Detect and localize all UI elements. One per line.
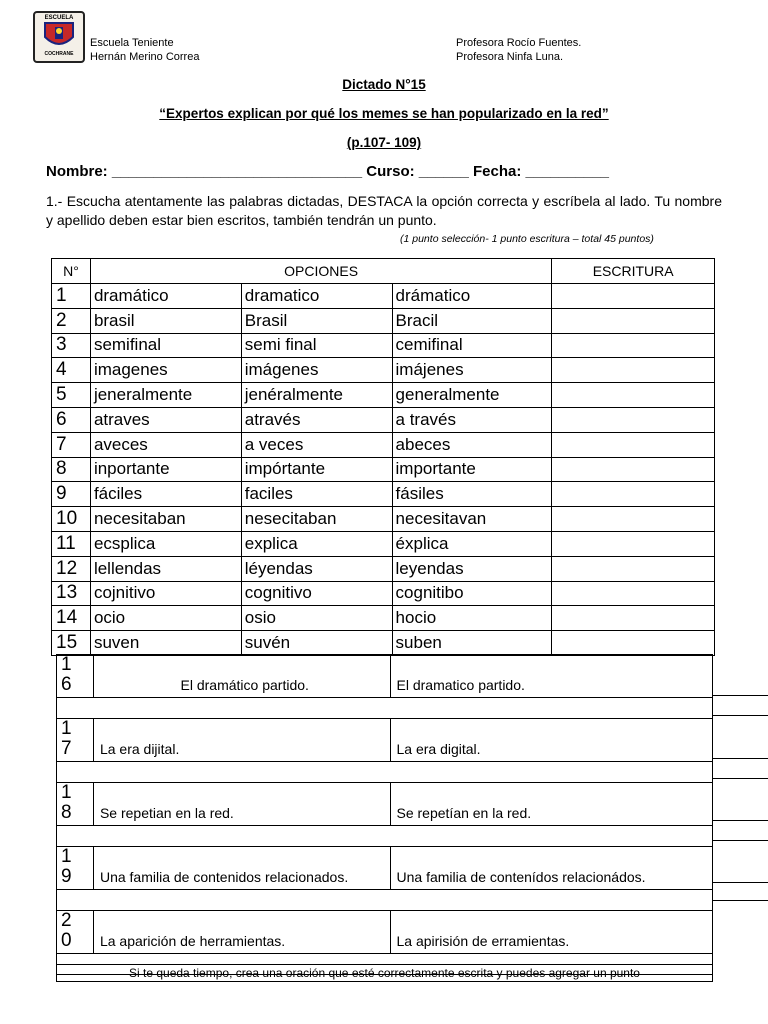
option-b[interactable]: a veces	[241, 432, 392, 457]
row-number: 6	[52, 407, 91, 432]
row-number: 3	[52, 333, 91, 358]
table-row	[52, 333, 715, 358]
option-c[interactable]: a través	[392, 407, 552, 432]
divider	[713, 695, 768, 696]
option-b[interactable]: através	[241, 407, 392, 432]
writing-line[interactable]	[57, 698, 713, 719]
writing-cell[interactable]	[552, 432, 715, 457]
option-c[interactable]: leyendas	[392, 556, 552, 581]
sentence-number-digit: 8	[61, 802, 72, 823]
sentence-number	[57, 719, 94, 762]
sentence-option-b[interactable]: La era digital.	[390, 719, 713, 762]
divider	[713, 882, 768, 883]
writing-line-cell[interactable]	[57, 826, 713, 847]
option-a[interactable]: atraves	[90, 407, 241, 432]
school-logo	[33, 11, 85, 63]
sentence-option-b[interactable]: Se repetían en la red.	[390, 783, 713, 826]
row-number: 12	[52, 556, 91, 581]
sentence-option-b[interactable]: La apirisión de erramientas.	[390, 911, 713, 954]
table-row	[52, 432, 715, 457]
option-a[interactable]: jeneralmente	[90, 383, 241, 408]
option-c[interactable]: cemifinal	[392, 333, 552, 358]
option-a[interactable]: ocio	[90, 606, 241, 631]
option-c[interactable]: necesitavan	[392, 507, 552, 532]
row-number: 11	[52, 531, 91, 556]
sentence-number	[57, 783, 94, 826]
divider	[713, 900, 768, 901]
sentence-number-digit: 2	[61, 910, 72, 931]
table-row	[52, 556, 715, 581]
row-number: 14	[52, 606, 91, 631]
table-row	[52, 383, 715, 408]
table-row	[52, 308, 715, 333]
table-row	[52, 358, 715, 383]
sentence-number	[57, 847, 94, 890]
row-number: 15	[52, 631, 91, 656]
option-c[interactable]: fásiles	[392, 482, 552, 507]
option-a[interactable]: dramático	[90, 284, 241, 309]
writing-line[interactable]	[57, 890, 713, 911]
option-a[interactable]: suven	[90, 631, 241, 656]
table-row	[52, 482, 715, 507]
option-b[interactable]: imágenes	[241, 358, 392, 383]
sentence-row	[57, 719, 713, 762]
option-a[interactable]: lellendas	[90, 556, 241, 581]
row-number: 8	[52, 457, 91, 482]
page-title: Dictado N°15	[342, 77, 426, 92]
school-name	[90, 36, 199, 64]
table-row	[52, 531, 715, 556]
writing-cell[interactable]	[552, 556, 715, 581]
col-number-header: N°	[52, 259, 91, 284]
option-a[interactable]: brasil	[90, 308, 241, 333]
option-b[interactable]: Brasil	[241, 308, 392, 333]
page-subtitle: “Expertos explican por qué los memes se han popularizado en la red”	[159, 106, 609, 121]
writing-line[interactable]	[57, 762, 713, 783]
row-number: 9	[52, 482, 91, 507]
option-b[interactable]: léyendas	[241, 556, 392, 581]
writing-cell[interactable]	[552, 358, 715, 383]
sentence-option-a[interactable]: Se repetian en la red.	[93, 783, 390, 826]
table-row	[52, 631, 715, 656]
sentence-number-digit: 1	[61, 718, 72, 739]
school-name-line2: Hernán Merino Correa	[90, 51, 200, 63]
writing-cell[interactable]	[552, 581, 715, 606]
row-number: 5	[52, 383, 91, 408]
writing-cell[interactable]	[552, 407, 715, 432]
option-c[interactable]: importante	[392, 457, 552, 482]
table-row	[52, 407, 715, 432]
shield-icon	[35, 21, 83, 51]
sentence-option-b[interactable]: Una familia de contenídos relacionádos.	[390, 847, 713, 890]
writing-cell[interactable]	[552, 383, 715, 408]
sentence-number-digit: 1	[61, 654, 72, 675]
option-a[interactable]: aveces	[90, 432, 241, 457]
option-a[interactable]: necesitaban	[90, 507, 241, 532]
table-row	[52, 507, 715, 532]
writing-cell[interactable]	[552, 482, 715, 507]
writing-line-cell[interactable]	[57, 890, 713, 911]
option-b[interactable]: cognitivo	[241, 581, 392, 606]
sentence-option-b[interactable]: El dramatico partido.	[390, 655, 713, 698]
option-b[interactable]: suvén	[241, 631, 392, 656]
sentence-row	[57, 783, 713, 826]
table-row	[52, 457, 715, 482]
option-a[interactable]: imagenes	[90, 358, 241, 383]
option-a[interactable]: ecsplica	[90, 531, 241, 556]
option-c[interactable]: drámatico	[392, 284, 552, 309]
sentence-number-digit: 9	[61, 866, 72, 887]
option-c[interactable]: generalmente	[392, 383, 552, 408]
option-b[interactable]: jenéralmente	[241, 383, 392, 408]
option-b[interactable]: faciles	[241, 482, 392, 507]
row-number: 4	[52, 358, 91, 383]
divider	[713, 715, 768, 716]
option-c[interactable]: imájenes	[392, 358, 552, 383]
option-b[interactable]: semi final	[241, 333, 392, 358]
option-a[interactable]: cojnitivo	[90, 581, 241, 606]
sentence-option-a[interactable]: La aparición de herramientas.	[93, 911, 390, 954]
row-number: 1	[52, 284, 91, 309]
teacher-line1: Profesora Rocío Fuentes.	[456, 37, 582, 49]
sentence-option-a[interactable]: La era dijital.	[93, 719, 390, 762]
option-b[interactable]: explica	[241, 531, 392, 556]
teacher-line2: Profesora Ninfa Luna.	[456, 51, 564, 63]
option-b[interactable]: impórtante	[241, 457, 392, 482]
sentence-number-digit: 6	[61, 674, 72, 695]
row-number: 7	[52, 432, 91, 457]
page-reference: (p.107- 109)	[346, 135, 422, 150]
sentence-number-digit: 1	[61, 846, 72, 867]
option-c[interactable]: Bracil	[392, 308, 552, 333]
writing-line-cell[interactable]	[57, 698, 713, 719]
sentences-table	[56, 654, 713, 975]
writing-cell[interactable]	[552, 284, 715, 309]
sentence-number-digit: 0	[61, 930, 72, 951]
logo-top-text: ESCUELA	[44, 15, 74, 21]
row-number: 13	[52, 581, 91, 606]
option-c[interactable]: éxplica	[392, 531, 552, 556]
student-fields[interactable]: Nombre: ______________________________ Curso: ______ Fecha: __________	[46, 163, 609, 180]
sentence-number	[57, 655, 94, 698]
writing-line-cell[interactable]	[57, 762, 713, 783]
option-c[interactable]: suben	[392, 631, 552, 656]
school-name-line1: Escuela Teniente	[90, 37, 174, 49]
scoring-note: (1 punto selección- 1 punto escritura – total 45 puntos)	[400, 233, 654, 245]
writing-cell[interactable]	[552, 308, 715, 333]
divider	[713, 840, 768, 841]
option-b[interactable]: dramatico	[241, 284, 392, 309]
writing-cell[interactable]	[552, 333, 715, 358]
divider	[713, 778, 768, 779]
sentence-number-digit: 1	[61, 782, 72, 803]
table-row	[52, 284, 715, 309]
option-a[interactable]: semifinal	[90, 333, 241, 358]
row-number: 2	[52, 308, 91, 333]
options-table	[51, 258, 715, 656]
teachers	[456, 36, 581, 64]
sentence-row	[57, 655, 713, 698]
option-a[interactable]: fáciles	[90, 482, 241, 507]
divider	[713, 820, 768, 821]
col-options-header: OPCIONES	[90, 259, 551, 284]
sentence-option-a[interactable]: Una familia de contenidos relacionados.	[93, 847, 390, 890]
sentence-row	[57, 847, 713, 890]
writing-cell[interactable]	[552, 606, 715, 631]
divider	[713, 758, 768, 759]
writing-cell[interactable]	[552, 507, 715, 532]
option-a[interactable]: inportante	[90, 457, 241, 482]
row-number: 10	[52, 507, 91, 532]
writing-cell[interactable]	[552, 457, 715, 482]
option-b[interactable]: osio	[241, 606, 392, 631]
footer-note: Si te queda tiempo, crea una oración que esté correctamente escrita y puedes agregar un punto	[56, 964, 713, 982]
table-header	[52, 259, 715, 284]
option-c[interactable]: cognitibo	[392, 581, 552, 606]
sentence-option-a[interactable]: El dramático partido.	[93, 655, 390, 698]
writing-line[interactable]	[57, 826, 713, 847]
sentence-number-digit: 7	[61, 738, 72, 759]
option-c[interactable]: abeces	[392, 432, 552, 457]
sentence-number	[57, 911, 94, 954]
col-writing-header: ESCRITURA	[552, 259, 715, 284]
logo-bottom-text: COCHRANE	[44, 51, 74, 57]
instructions-text: 1.- Escucha atentamente las palabras dictadas, DESTACA la opción correcta y escríbela al lado. Tu nombre y apellido deben estar bien escritos, también tendrán un punto.	[46, 193, 722, 228]
sentence-row	[57, 911, 713, 954]
option-b[interactable]: nesecitaban	[241, 507, 392, 532]
option-c[interactable]: hocio	[392, 606, 552, 631]
writing-cell[interactable]	[552, 531, 715, 556]
table-row	[52, 606, 715, 631]
writing-cell[interactable]	[552, 631, 715, 656]
table-row	[52, 581, 715, 606]
